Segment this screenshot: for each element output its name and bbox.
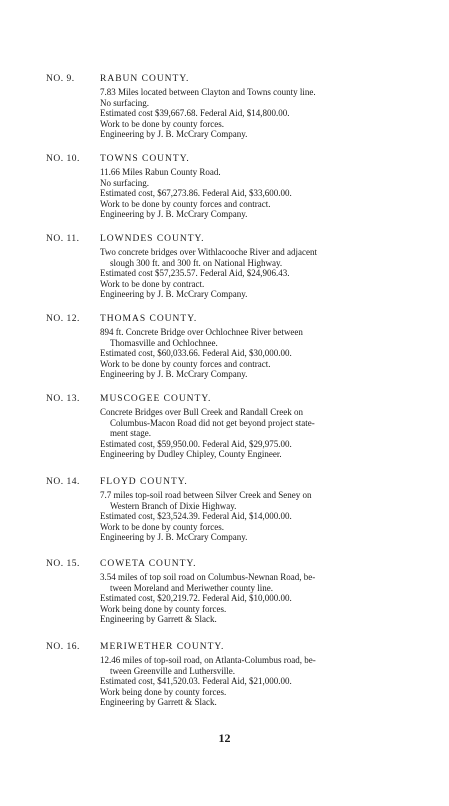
entry-number: NO. 9. xyxy=(46,74,75,84)
entry-line: Work to be done by contract. xyxy=(100,278,205,289)
entry-body xyxy=(100,167,430,220)
entry-number: NO. 12. xyxy=(46,314,80,324)
entry-number: NO. 16. xyxy=(46,642,80,652)
entry-line: Estimated cost, $60,033.66. Federal Aid, $30,000.00. xyxy=(100,348,292,359)
entry-body xyxy=(100,407,430,460)
entry-number: NO. 10. xyxy=(46,154,80,164)
entry-body xyxy=(100,87,430,140)
entry-body xyxy=(100,327,430,380)
entry-line: Engineering by Garrett & Slack. xyxy=(100,614,217,625)
entry-line: Estimated cost, $59,950.00. Federal Aid, $29,975.00. xyxy=(100,438,292,449)
entry-line: Estimated cost, $20,219.72. Federal Aid, $10,000.00. xyxy=(100,593,292,604)
entry-line: Engineering by J. B. McCrary Company. xyxy=(100,129,248,140)
entry-title: TOWNS COUNTY. xyxy=(100,154,190,164)
entry-line: Estimated cost, $23,524.39. Federal Aid, $14,000.00. xyxy=(100,511,292,522)
entry-line: Engineering by J. B. McCrary Company. xyxy=(100,289,248,300)
entry-line: Engineering by Garrett & Slack. xyxy=(100,697,217,708)
entry-line: Estimated cost, $41,520.03. Federal Aid, $21,000.00. xyxy=(100,676,292,687)
entry-number: NO. 14. xyxy=(46,477,80,487)
entry-line: Work to be done by county forces and contract. xyxy=(100,198,271,209)
entry-title: MERIWETHER COUNTY. xyxy=(100,642,225,652)
entry-line: ment stage. xyxy=(110,428,151,439)
entry-title: MUSCOGEE COUNTY. xyxy=(100,394,212,404)
entry-line: Engineering by J. B. McCrary Company. xyxy=(100,532,248,543)
entry-line: tween Greenville and Luthersville. xyxy=(110,665,235,676)
entry-line: Work being done by county forces. xyxy=(100,603,227,614)
entry-line: Work to be done by county forces. xyxy=(100,521,224,532)
entry-body xyxy=(100,655,430,708)
entry-line: Engineering by J. B. McCrary Company. xyxy=(100,369,248,380)
entry-line: Estimated cost $57,235.57. Federal Aid, $24,906.43. xyxy=(100,268,290,279)
entry-line: Engineering by Dudley Chipley, County Engineer. xyxy=(100,449,282,460)
entry-line: 11.66 Miles Rabun County Road. xyxy=(100,167,221,177)
entry-title: FLOYD COUNTY. xyxy=(100,477,188,487)
entry-title: THOMAS COUNTY. xyxy=(100,314,198,324)
entry-line: Work being done by county forces. xyxy=(100,686,227,697)
entry-title: COWETA COUNTY. xyxy=(100,559,197,569)
entry-body xyxy=(100,490,430,543)
entry-line: 7.83 Miles located between Clayton and Towns county line. xyxy=(100,87,316,97)
page-number: 12 xyxy=(218,731,231,745)
entry-line: Columbus-Macon Road did not get beyond project state- xyxy=(110,417,315,428)
entry-line: slough 300 ft. and 300 ft. on National Highway. xyxy=(110,257,283,268)
entry-line: No surfacing. xyxy=(100,177,149,188)
entry-line: Estimated cost $39,667.68. Federal Aid, $14,800.00. xyxy=(100,108,290,119)
entry-line: Thomasville and Ochlochnee. xyxy=(110,337,218,348)
entry-line: tween Moreland and Meriwether county line. xyxy=(110,582,273,593)
entry-line: Concrete Bridges over Bull Creek and Randall Creek on xyxy=(100,407,303,417)
entry-title: RABUN COUNTY. xyxy=(100,74,190,84)
entry-number: NO. 15. xyxy=(46,559,80,569)
entry-title: LOWNDES COUNTY. xyxy=(100,234,205,244)
entry-line: 12.46 miles of top-soil road, on Atlanta-Columbus road, be- xyxy=(100,655,316,665)
entry-line: 3.54 miles of top soil road on Columbus-Newnan Road, be- xyxy=(100,572,316,582)
entry-body xyxy=(100,247,430,300)
entry-line: Estimated cost, $67,273.86. Federal Aid, $33,600.00. xyxy=(100,188,292,199)
entry-line: 7.7 miles top-soil road between Silver Creek and Seney on xyxy=(100,490,312,500)
entry-line: No surfacing. xyxy=(100,97,149,108)
entry-line: Engineering by J. B. McCrary Company. xyxy=(100,209,248,220)
entry-line: Western Branch of Dixie Highway. xyxy=(110,500,237,511)
entry-body xyxy=(100,572,430,625)
entry-line: Work to be done by county forces and contract. xyxy=(100,358,271,369)
entry-line: Two concrete bridges over Withlacooche River and adjacent xyxy=(100,247,318,257)
entry-line: Work to be done by county forces. xyxy=(100,118,224,129)
entry-number: NO. 13. xyxy=(46,394,80,404)
entry-number: NO. 11. xyxy=(46,234,80,244)
entry-line: 894 ft. Concrete Bridge over Ochlochnee River between xyxy=(100,327,303,337)
